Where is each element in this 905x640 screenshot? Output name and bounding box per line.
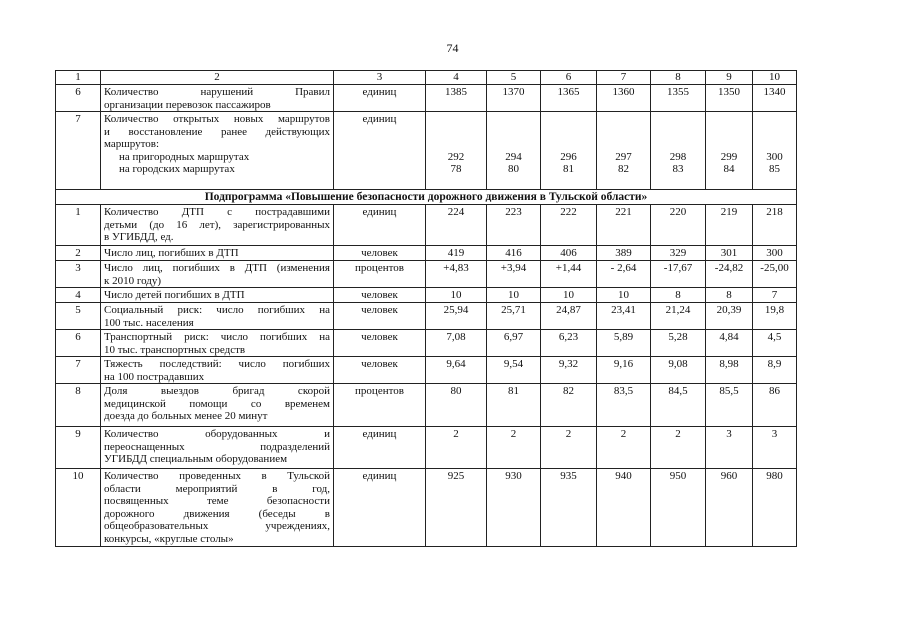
description-line: общеобразовательных учреждениях, <box>104 520 330 532</box>
column-number-cell: 6 <box>541 71 597 85</box>
description-line: маршрутов: <box>104 138 160 150</box>
description-line: посвященных теме безопасности <box>104 495 330 507</box>
description-line: на 100 пострадавших <box>104 370 205 383</box>
value-cell: 10 <box>487 288 541 303</box>
value-cell: 8,9 <box>753 357 797 384</box>
column-number-cell: 5 <box>487 71 541 85</box>
value-cell: 9,08 <box>651 357 706 384</box>
value-cell: 1350 <box>706 85 753 112</box>
description-line: к 2010 году) <box>104 274 162 287</box>
column-number-cell: 4 <box>426 71 487 85</box>
table-row <box>56 85 797 112</box>
value-cell: 5,89 <box>597 330 651 357</box>
description-line: доезда до больных менее 20 минут <box>104 410 268 422</box>
column-number-cell: 9 <box>706 71 753 85</box>
value-cell: -24,82 <box>706 261 753 288</box>
value-cell: 10 <box>541 288 597 303</box>
value-line: 298 <box>669 150 687 163</box>
unit-cell: единиц <box>334 427 426 469</box>
value-cell: 960 <box>706 469 753 547</box>
description-line: и восстановление ранее действующих <box>104 125 330 138</box>
value-cell: 406 <box>541 246 597 261</box>
row-number: 7 <box>56 112 101 190</box>
description-line: детьми (до 16 лет), зарегистрированных <box>104 218 330 231</box>
value-cell: 8,98 <box>706 357 753 384</box>
row-number: 6 <box>56 85 101 112</box>
indicator-description <box>101 384 334 427</box>
value-line: 81 <box>563 163 574 175</box>
unit-cell: единиц <box>334 112 426 190</box>
value-cell: 6,97 <box>487 330 541 357</box>
value-cell: 2 <box>426 427 487 469</box>
value-cell: 20,39 <box>706 303 753 330</box>
value-cell: 7 <box>753 288 797 303</box>
value-cell: 2 <box>651 427 706 469</box>
description-line: Количество проведенных в Тульской <box>104 470 330 482</box>
value-cell <box>706 112 753 190</box>
row-number: 1 <box>56 205 101 246</box>
table-row <box>56 261 797 288</box>
value-cell: 329 <box>651 246 706 261</box>
table-row <box>56 427 797 469</box>
value-cell: 86 <box>753 384 797 427</box>
value-cell: -17,67 <box>651 261 706 288</box>
value-line: 78 <box>450 163 462 175</box>
description-subline: на пригородных маршрутах <box>119 150 250 163</box>
unit-cell: человек <box>334 303 426 330</box>
value-cell: +1,44 <box>541 261 597 288</box>
value-line: 294 <box>505 150 522 163</box>
indicator-description <box>101 205 334 246</box>
value-cell: 1340 <box>753 85 797 112</box>
column-number-cell: 1 <box>56 71 101 85</box>
value-cell: 9,64 <box>426 357 487 384</box>
value-cell <box>753 112 797 190</box>
value-cell: 6,23 <box>541 330 597 357</box>
description-line: Число лиц, погибших в ДТП <box>104 247 239 259</box>
value-cell: 220 <box>651 205 706 246</box>
value-cell: 21,24 <box>651 303 706 330</box>
value-cell: 221 <box>597 205 651 246</box>
table-row <box>56 205 797 246</box>
indicator-description <box>101 469 334 547</box>
unit-cell: человек <box>334 330 426 357</box>
value-cell: 223 <box>487 205 541 246</box>
value-cell: 84,5 <box>651 384 706 427</box>
value-cell: 1360 <box>597 85 651 112</box>
column-number-cell: 10 <box>753 71 797 85</box>
description-line: Количество ДТП с пострадавшими <box>104 206 330 218</box>
value-cell: 81 <box>487 384 541 427</box>
value-cell: 1370 <box>487 85 541 112</box>
value-line: 292 <box>447 150 465 163</box>
column-number-cell: 8 <box>651 71 706 85</box>
description-line: Количество нарушений Правил <box>104 86 330 98</box>
value-cell: 8 <box>706 288 753 303</box>
value-cell: 82 <box>541 384 597 427</box>
value-cell: 24,87 <box>541 303 597 330</box>
value-line: 85 <box>769 163 780 175</box>
description-line: Количество открытых новых маршрутов <box>104 113 330 125</box>
section-title: Подпрограмма «Повышение безопасности дорожного движения в Тульской области» <box>56 190 797 205</box>
value-cell: 4,84 <box>706 330 753 357</box>
indicator-description <box>101 427 334 469</box>
page-number: 74 <box>446 41 459 55</box>
description-line: Число детей погибших в ДТП <box>104 289 245 301</box>
value-cell: 950 <box>651 469 706 547</box>
row-number: 2 <box>56 246 101 261</box>
value-cell: 1365 <box>541 85 597 112</box>
value-cell: +4,83 <box>426 261 487 288</box>
unit-cell: человек <box>334 357 426 384</box>
value-cell: 25,71 <box>487 303 541 330</box>
description-line: 10 тыс. транспортных средств <box>104 343 246 356</box>
header-row <box>56 71 797 85</box>
value-cell: 9,16 <box>597 357 651 384</box>
value-cell: 222 <box>541 205 597 246</box>
unit-cell: человек <box>334 246 426 261</box>
description-line: медицинской помощи со временем <box>104 397 330 410</box>
table-row <box>56 469 797 547</box>
table-row <box>56 357 797 384</box>
value-line: 82 <box>618 163 629 175</box>
indicator-description <box>101 288 334 303</box>
value-line: 83 <box>672 163 684 175</box>
description-line: организации перевозок пассажиров <box>104 98 271 111</box>
row-number: 4 <box>56 288 101 303</box>
value-cell <box>487 112 541 190</box>
value-cell: 2 <box>541 427 597 469</box>
value-cell: 935 <box>541 469 597 547</box>
indicator-description <box>101 85 334 112</box>
value-cell: 301 <box>706 246 753 261</box>
value-cell: 219 <box>706 205 753 246</box>
value-cell: 23,41 <box>597 303 651 330</box>
row-number: 10 <box>56 469 101 547</box>
row-number: 7 <box>56 357 101 384</box>
table-row <box>56 330 797 357</box>
value-cell <box>651 112 706 190</box>
table-row <box>56 288 797 303</box>
value-cell: 5,28 <box>651 330 706 357</box>
unit-cell: человек <box>334 288 426 303</box>
value-cell <box>541 112 597 190</box>
column-number-cell: 2 <box>101 71 334 85</box>
value-cell: 300 <box>753 246 797 261</box>
unit-cell: единиц <box>334 85 426 112</box>
unit-cell: процентов <box>334 384 426 427</box>
row-number: 3 <box>56 261 101 288</box>
value-line: 299 <box>720 150 738 163</box>
value-cell: 19,8 <box>753 303 797 330</box>
indicator-description <box>101 261 334 288</box>
description-line: УГИБДД специальным оборудованием <box>104 453 288 465</box>
description-line: дорожного движения (беседы в <box>104 507 330 520</box>
value-cell: 3 <box>753 427 797 469</box>
description-line: Число лиц, погибших в ДТП (изменения <box>104 262 330 274</box>
value-cell: 9,32 <box>541 357 597 384</box>
value-cell <box>426 112 487 190</box>
value-cell: 2 <box>597 427 651 469</box>
description-line: в УГИБДД, ед. <box>104 231 174 243</box>
value-cell: 3 <box>706 427 753 469</box>
value-cell: 930 <box>487 469 541 547</box>
indicator-description <box>101 303 334 330</box>
unit-cell: процентов <box>334 261 426 288</box>
value-line: 297 <box>615 150 632 163</box>
row-number: 9 <box>56 427 101 469</box>
row-number: 6 <box>56 330 101 357</box>
value-cell: 940 <box>597 469 651 547</box>
value-cell: 2 <box>487 427 541 469</box>
section-row <box>56 190 797 205</box>
value-cell: 25,94 <box>426 303 487 330</box>
value-cell: 389 <box>597 246 651 261</box>
description-line: конкурсы, «круглые столы» <box>104 532 234 545</box>
description-line: области мероприятий в год, <box>104 482 330 495</box>
table-row <box>56 303 797 330</box>
table-row <box>56 112 797 190</box>
value-cell: 7,08 <box>426 330 487 357</box>
column-number-cell: 7 <box>597 71 651 85</box>
description-line: переоснащенных подразделений <box>104 440 330 453</box>
value-cell: 4,5 <box>753 330 797 357</box>
value-line: 80 <box>508 163 519 175</box>
indicator-description <box>101 357 334 384</box>
value-cell: -25,00 <box>753 261 797 288</box>
indicators-table <box>55 70 797 547</box>
value-cell: 83,5 <box>597 384 651 427</box>
unit-cell: единиц <box>334 205 426 246</box>
value-cell: 218 <box>753 205 797 246</box>
value-cell: 1355 <box>651 85 706 112</box>
description-line: Социальный риск: число погибших на <box>104 304 330 316</box>
row-number: 8 <box>56 384 101 427</box>
value-cell: 419 <box>426 246 487 261</box>
column-number-cell: 3 <box>334 71 426 85</box>
value-cell: 10 <box>426 288 487 303</box>
value-cell: 1385 <box>426 85 487 112</box>
value-cell: 10 <box>597 288 651 303</box>
value-cell: 980 <box>753 469 797 547</box>
table-row <box>56 246 797 261</box>
table-row <box>56 384 797 427</box>
value-cell: 9,54 <box>487 357 541 384</box>
value-cell: 8 <box>651 288 706 303</box>
value-cell: +3,94 <box>487 261 541 288</box>
value-cell: 85,5 <box>706 384 753 427</box>
value-cell: - 2,64 <box>597 261 651 288</box>
description-line: Доля выездов бригад скорой <box>104 385 330 397</box>
indicator-description <box>101 330 334 357</box>
value-line: 296 <box>560 150 577 163</box>
value-cell: 925 <box>426 469 487 547</box>
row-number: 5 <box>56 303 101 330</box>
value-cell: 80 <box>426 384 487 427</box>
value-cell <box>597 112 651 190</box>
description-line: Тяжесть последствий: число погибших <box>104 358 330 370</box>
description-line: Количество оборудованных и <box>104 428 330 440</box>
value-line: 300 <box>766 150 783 163</box>
indicator-description <box>101 112 334 190</box>
value-line: 84 <box>723 163 735 175</box>
indicator-description <box>101 246 334 261</box>
unit-cell: единиц <box>334 469 426 547</box>
value-cell: 416 <box>487 246 541 261</box>
description-line: 100 тыс. населения <box>104 316 194 329</box>
description-subline: на городских маршрутах <box>119 163 235 175</box>
table-body <box>56 71 797 547</box>
description-line: Транспортный риск: число погибших на <box>104 331 330 343</box>
value-cell: 224 <box>426 205 487 246</box>
